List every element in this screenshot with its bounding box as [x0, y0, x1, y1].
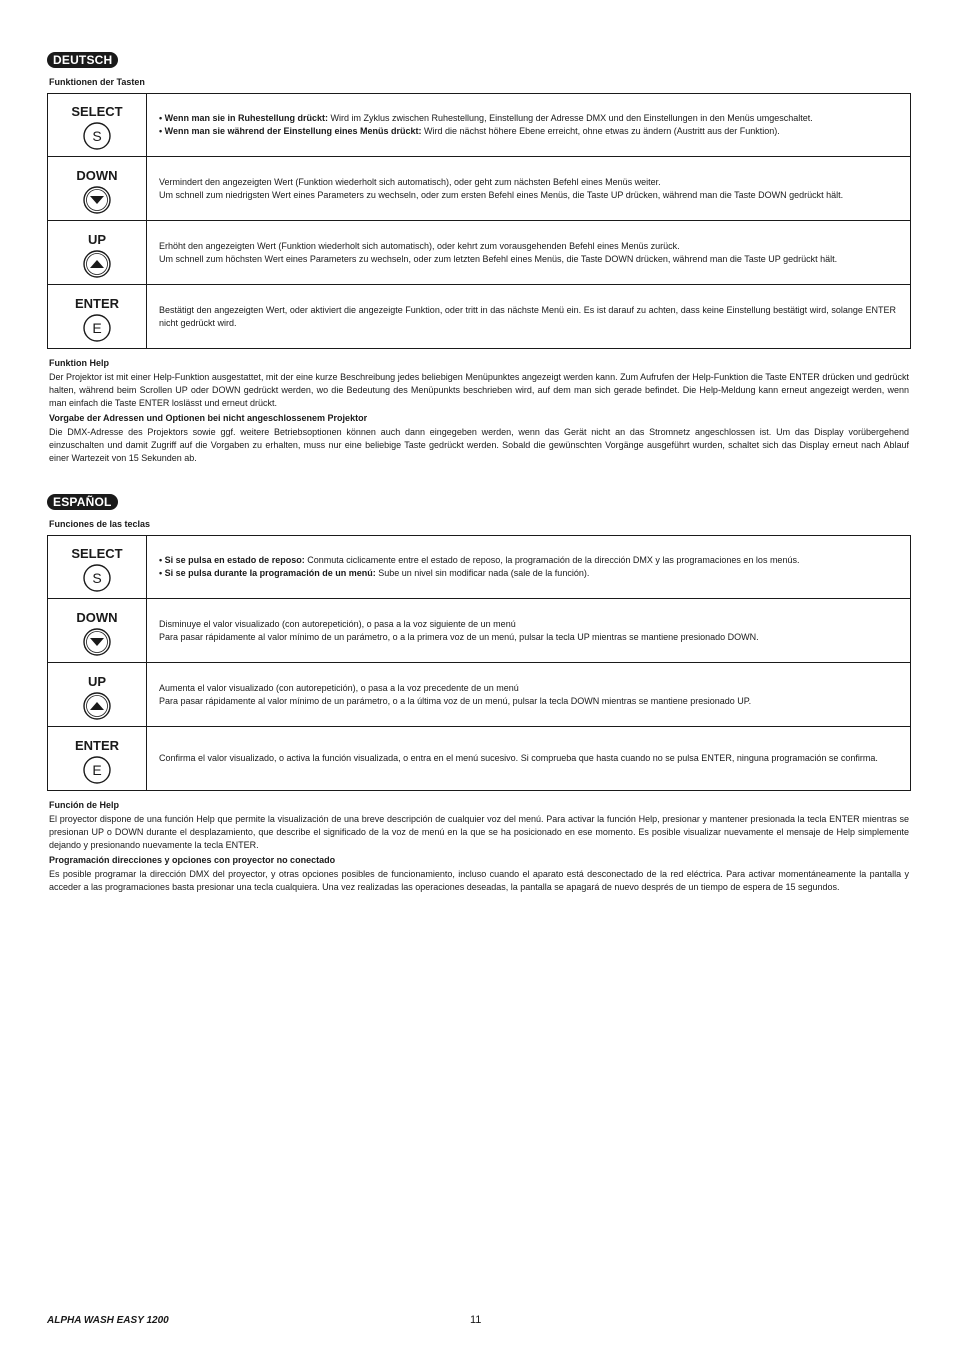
- description-line: Disminuye el valor visualizado (con autorepetición), o pasa a la voz siguiente de un menú: [159, 618, 516, 629]
- key-name: SELECT: [71, 104, 123, 119]
- offline-title: Vorgabe der Adressen und Optionen bei nicht angeschlossenem Projektor: [49, 413, 368, 423]
- description-line: • Si se pulsa durante la programación de un menú: Sube un nivel sin modificar nada (sale de la función).: [159, 568, 590, 578]
- key-cell: [48, 94, 147, 157]
- down-arrow-key-icon: [82, 627, 112, 657]
- key-name: UP: [87, 231, 107, 247]
- key-description: [147, 221, 911, 285]
- description-line: Aumenta el valor visualizado (con autorepetición), o pasa a la voz precedente de un menú: [159, 682, 519, 693]
- table-row: [48, 157, 911, 221]
- up-arrow-key-icon: [82, 691, 112, 721]
- description-line: • Wenn man sie in Ruhestellung drückt: Wird im Zyklus zwischen Ruhestellung, Einstellung der Adresse DMX und den Einstellungen in den Menüs umgeschaltet.: [159, 113, 813, 123]
- key-cell: [48, 663, 147, 727]
- key-name: DOWN: [76, 609, 118, 625]
- section-espanol: [47, 493, 911, 894]
- key-cell: [48, 536, 147, 599]
- key-name: ENTER: [74, 295, 120, 311]
- table-row: [48, 221, 911, 285]
- section-deutsch: [47, 51, 911, 465]
- key-name: DOWN: [76, 167, 118, 183]
- description-line: Para pasar rápidamente al valor mínimo de un parámetro, o a la primera voz de un menú, pulsar la tecla UP mientras se mantiene presionado DOWN.: [159, 631, 759, 642]
- svg-text:S: S: [92, 570, 102, 586]
- key-cell: [48, 157, 147, 221]
- description-line: Vermindert den angezeigten Wert (Funktion wiederholt sich automatisch), oder geht zum nächsten Befehl eines Menüs weiter.: [159, 176, 661, 187]
- offline-text: Die DMX-Adresse des Projektors sowie ggf. weitere Betriebsoptionen können auch dann eingegeben werden, wenn das Gerät nicht an das Stromnetz angeschlossen ist. Um das Display vorübergehend einzuschalten und damit Zugriff auf die Vorgaben zu erhalten, muss nur eine beliebige Taste gedrückt werden. Sobald die gewünschten Vorgänge ausgeführt wurden, schaltet sich das Display erneut nach Ablauf einer Wartezeit von 15 Sekunden ab.: [49, 427, 909, 463]
- description-line: Confirma el valor visualizado, o activa la función visualizada, o entra en el menú sucesivo. Si comprueba que hasta cuando no se pulsa ENTER, ninguna programación se confirma.: [159, 753, 878, 763]
- key-functions-table: [47, 93, 911, 349]
- offline-title: Programación direcciones y opciones con proyector no conectado: [49, 855, 336, 865]
- enter-key-icon: [82, 313, 112, 343]
- key-description: [147, 536, 911, 599]
- key-description: [147, 285, 911, 349]
- key-cell: [48, 727, 147, 791]
- key-name: UP: [87, 673, 107, 689]
- key-cell: [48, 599, 147, 663]
- key-description: [147, 94, 911, 157]
- table-row: [48, 94, 911, 157]
- key-name: ENTER: [74, 737, 120, 753]
- description-line: Bestätigt den angezeigten Wert, oder aktiviert die angezeigte Funktion, oder tritt in das nächste Menü ein. Es ist darauf zu achten, dass keine Einstellung bestätigt wird, solange ENTER nicht gedrückt wird.: [159, 304, 896, 328]
- description-line: • Si se pulsa en estado de reposo: Conmuta ciclicamente entre el estado de reposo, la programación de la dirección DMX y las programaciones en los menús.: [159, 555, 800, 565]
- key-description: [147, 599, 911, 663]
- table-row: [48, 599, 911, 663]
- key-description: [147, 727, 911, 791]
- table-row: [48, 727, 911, 791]
- key-description: [147, 157, 911, 221]
- down-arrow-key-icon: [82, 185, 112, 215]
- up-arrow-key-icon: [82, 249, 112, 279]
- description-line: • Wenn man sie während der Einstellung eines Menüs drückt: Wird die nächst höhere Ebene erreicht, ohne etwas zu ändern (Austritt aus der Funktion).: [159, 126, 780, 136]
- svg-text:E: E: [92, 319, 102, 336]
- help-text: Der Projektor ist mit einer Help-Funktion ausgestattet, mit der eine kurze Beschreibung jedes beliebigen Menüpunktes angezeigt werden kann. Zum Aufrufen der Help-Funktion die Taste ENTER drücken und gedrückt halten, während beim Scrollen UP oder DOWN gedrückt werden, wo die Bedeutung des Menüpunkts beschrieben wird, auf dem man sich gerade befindet. Die Help-Meldung kann erneut angezeigt werden, wenn man einfach die Taste ENTER loslässt und erneut drückt.: [49, 372, 909, 408]
- select-key-icon: [82, 563, 112, 593]
- offline-text: Es posible programar la dirección DMX del proyector, y otras opciones posibles de funcionamiento, incluso cuando el aparato está desconectado de la red eléctrica. Para activar momentáneamente la pantalla y acceder a las programaciones basta presionar una tecla cualquiera. Una vez realizadas las operaciones deseadas, la pantalla se apagará de nuevo després de un tiempo de espera de 15 segundos.: [49, 869, 909, 892]
- svg-text:S: S: [92, 128, 102, 144]
- description-line: Para pasar rápidamente al valor mínimo de un parámetro, o a la última voz de un menú, pulsar la tecla DOWN mientras se mantiene presionado UP.: [159, 695, 752, 706]
- table-row: [48, 536, 911, 599]
- help-text: El proyector dispone de una función Help que permite la visualización de una breve descripción de cualquier voz del menú. Para activar la función Help, presionar y mantener presionada la tecla ENTER mientras se presionan UP o DOWN durante el desplazamiento, que describe el significado de la voz de menú en la que se ha posicionado en ese momento. Es posible visualizar nuevamente el mensaje de Help simplemente dejando y presionando nuevamente la tecla ENTER.: [49, 814, 909, 850]
- section-subtitle: Funciones de las teclas: [49, 519, 151, 529]
- select-key-icon: [82, 121, 112, 151]
- key-name: SELECT: [71, 546, 123, 561]
- help-title: Funktion Help: [49, 358, 109, 368]
- enter-key-icon: [82, 755, 112, 785]
- help-title: Función de Help: [49, 800, 120, 810]
- page-number: 11: [470, 1314, 482, 1326]
- description-line: Um schnell zum niedrigsten Wert eines Parameters zu wechseln, oder zum ersten Befehl eines Menüs, die Taste UP drücken, während man die Taste DOWN gedrückt hält.: [159, 189, 844, 200]
- key-cell: [48, 221, 147, 285]
- description-line: Um schnell zum höchsten Wert eines Parameters zu wechseln, oder zum letzten Befehl eines Menüs, die Taste DOWN drücken, während man die Taste UP gedrückt hält.: [159, 253, 838, 264]
- description-line: Erhöht den angezeigten Wert (Funktion wiederholt sich automatisch), oder kehrt zum vorausgehenden Befehl eines Menüs zurück.: [159, 240, 680, 251]
- language-badge: DEUTSCH: [47, 52, 118, 68]
- key-cell: [48, 285, 147, 349]
- footer-product-name: ALPHA WASH EASY 1200: [47, 1315, 169, 1326]
- svg-text:E: E: [92, 761, 102, 778]
- language-badge: ESPAÑOL: [47, 494, 118, 510]
- key-functions-table: [47, 535, 911, 791]
- table-row: [48, 663, 911, 727]
- table-row: [48, 285, 911, 349]
- section-subtitle: Funktionen der Tasten: [49, 77, 145, 87]
- key-description: [147, 663, 911, 727]
